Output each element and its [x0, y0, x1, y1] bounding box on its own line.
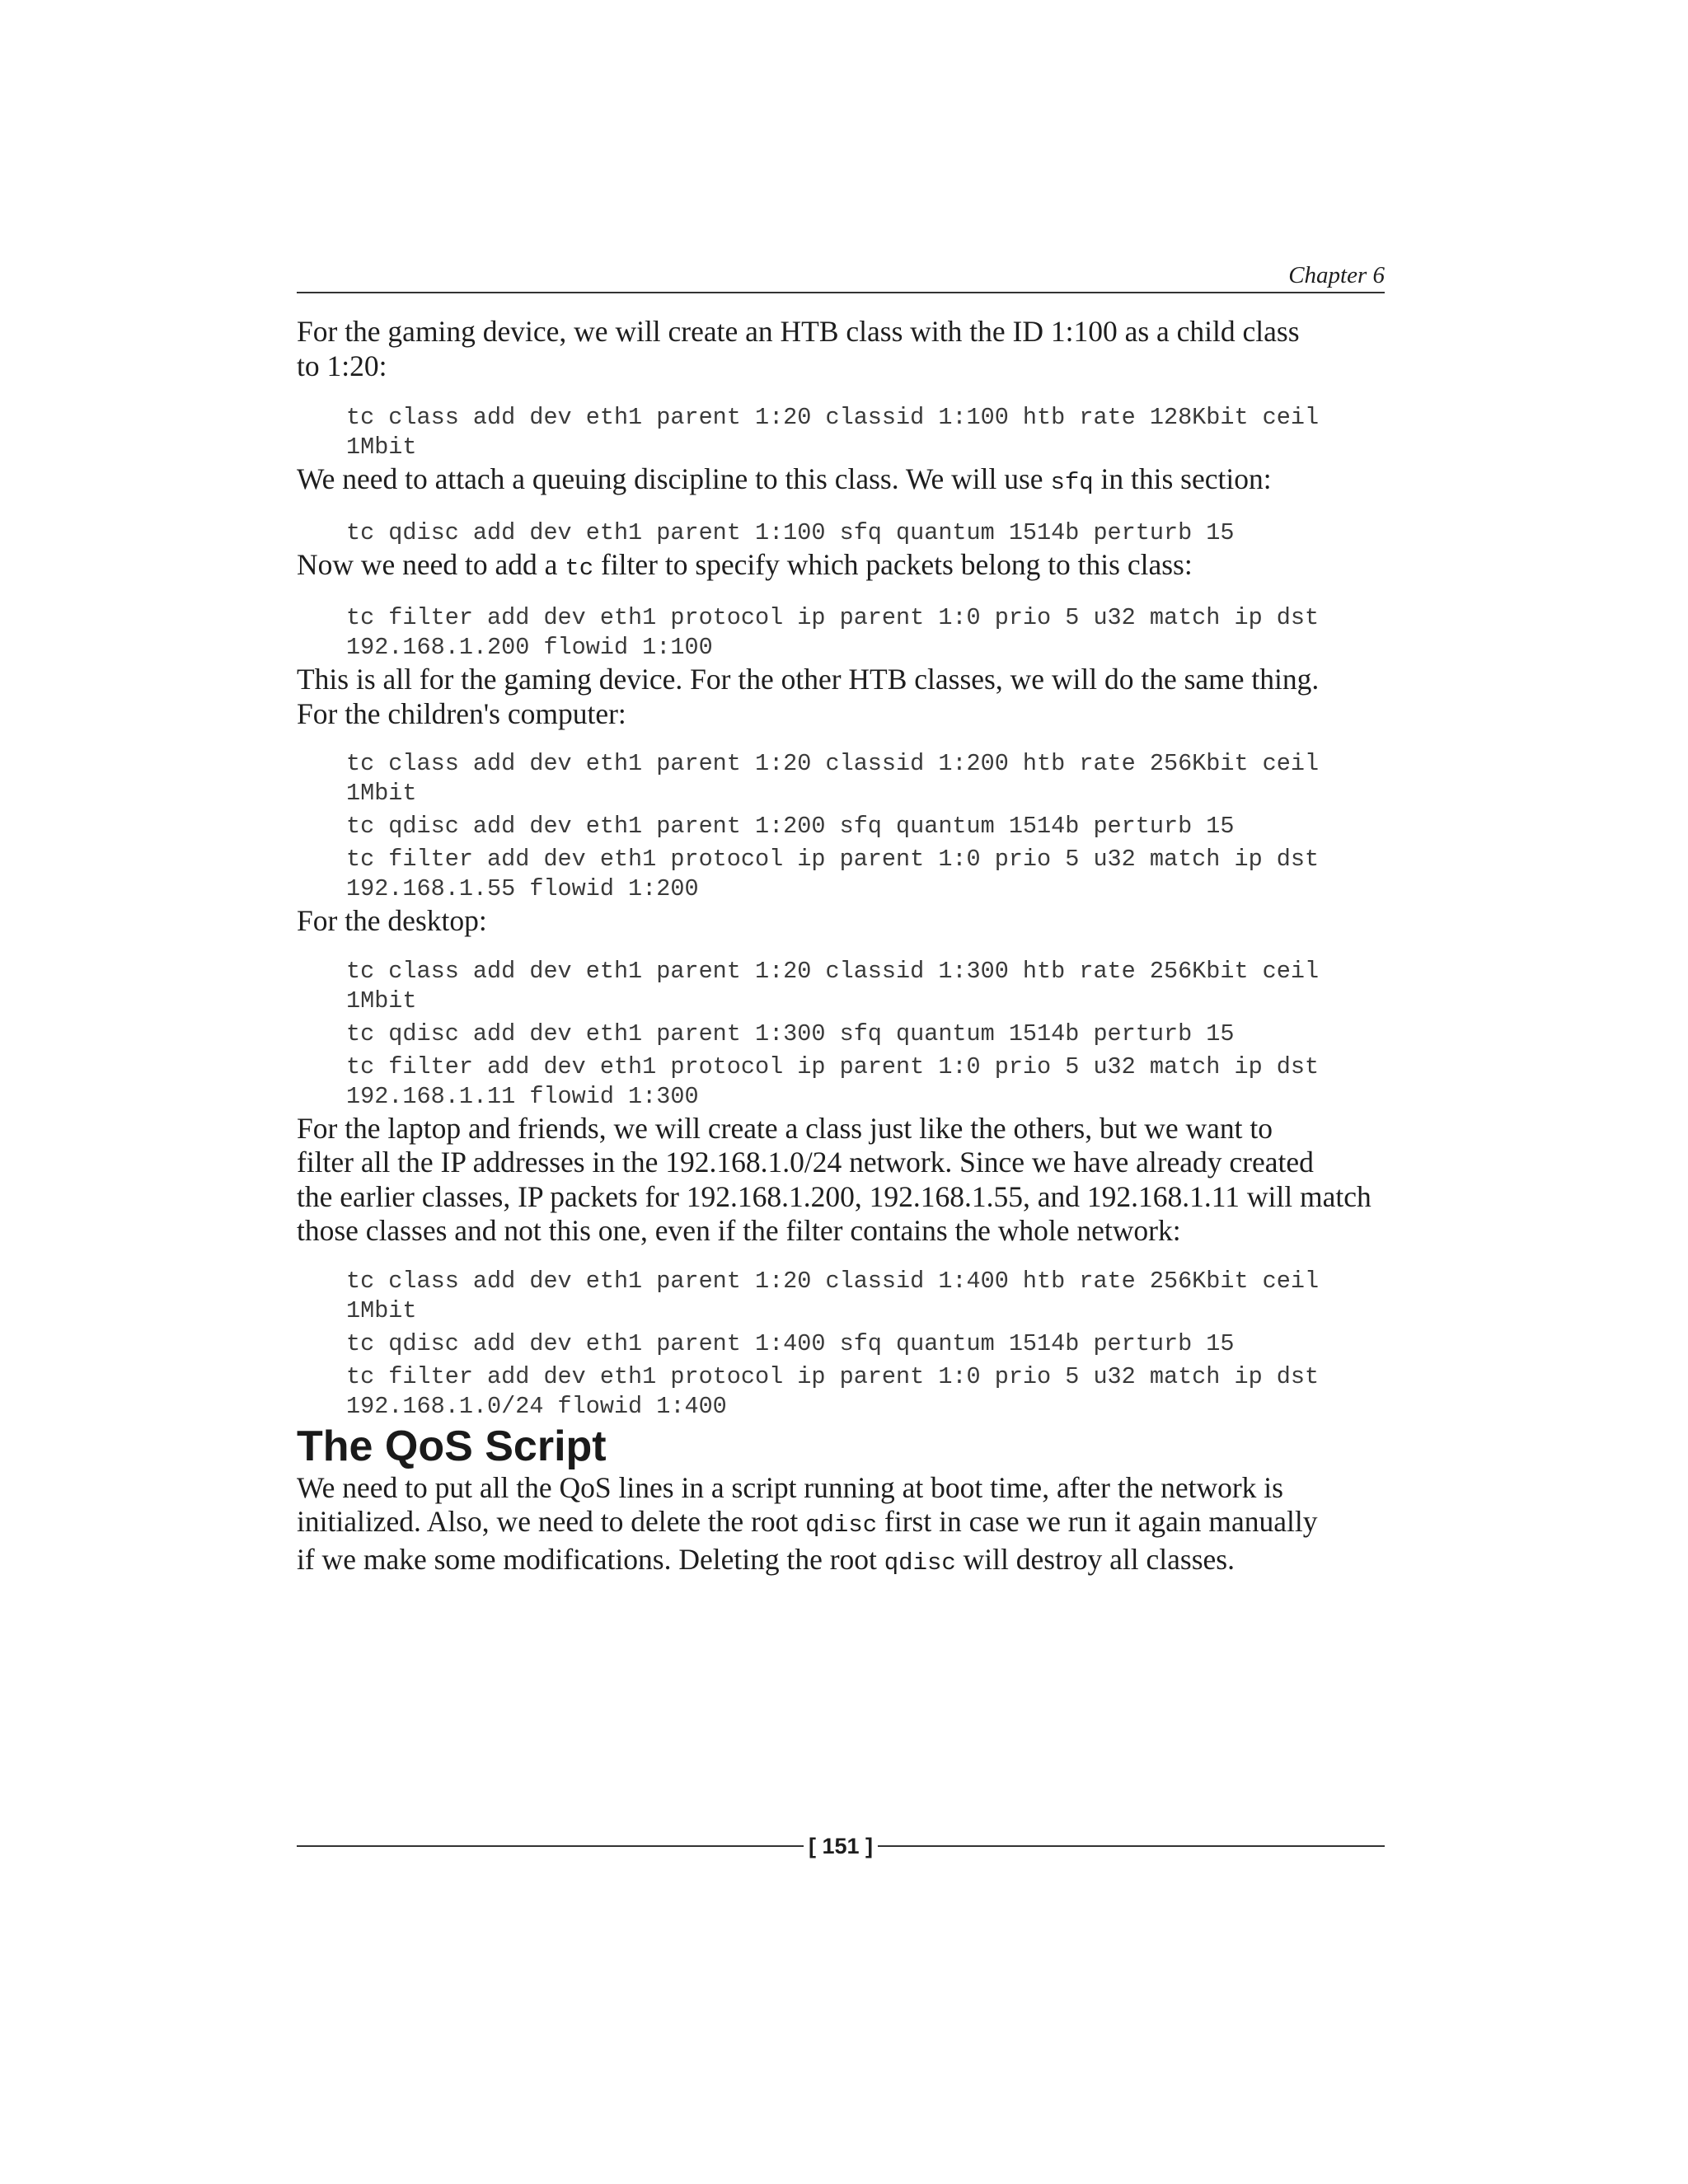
paragraph-gaming-intro	[297, 315, 1385, 383]
paragraph-laptop	[297, 1112, 1385, 1249]
code-line: tc qdisc add dev eth1 parent 1:400 sfq quantum 1514b perturb 15	[346, 1329, 1235, 1357]
inline-code: sfq	[1050, 469, 1094, 496]
text-line: the earlier classes, IP packets for 192.168.1.200, 192.168.1.55, and 192.168.1.11 will match	[297, 1179, 1372, 1213]
code-line: tc filter add dev eth1 protocol ip parent 1:0 prio 5 u32 match ip dst	[346, 604, 1320, 631]
header-rule	[297, 292, 1385, 293]
code-line: 192.168.1.11 flowid 1:300	[346, 1082, 699, 1110]
text-line: We need to put all the QoS lines in a script running at boot time, after the network is	[297, 1470, 1283, 1504]
code-block-laptop	[346, 1267, 1385, 1422]
text-run: will destroy all classes.	[955, 1542, 1235, 1576]
running-header: Chapter 6	[1288, 262, 1385, 288]
code-line: 1Mbit	[346, 987, 417, 1015]
code-block-desktop	[346, 957, 1385, 1112]
paragraph-qos-script	[297, 1471, 1385, 1581]
inline-code: tc	[565, 554, 594, 582]
code-line: tc class add dev eth1 parent 1:20 classid 1:300 htb rate 256Kbit ceil	[346, 957, 1320, 985]
footer-rule-right	[878, 1845, 1385, 1847]
code-line: 1Mbit	[346, 1296, 417, 1324]
page-footer	[297, 1831, 1385, 1861]
text-run: initialized. Also, we need to delete the root	[297, 1505, 806, 1538]
paragraph-children: For the children's computer:	[297, 696, 626, 730]
code-block-gaming-class	[346, 403, 1385, 462]
code-line: tc filter add dev eth1 protocol ip parent 1:0 prio 5 u32 match ip dst	[346, 1052, 1320, 1080]
text-line: those classes and not this one, even if the filter contains the whole network:	[297, 1214, 1181, 1247]
text-line: For the gaming device, we will create an HTB class with the ID 1:100 as a child class	[297, 315, 1300, 348]
text-run: first in case we run it again manually	[877, 1505, 1318, 1538]
code-block-children	[346, 749, 1385, 904]
code-line: tc qdisc add dev eth1 parent 1:100 sfq quantum 1514b perturb 15	[346, 518, 1235, 546]
paragraph-other-classes: This is all for the gaming device. For the other HTB classes, we will do the same thing.	[297, 663, 1320, 696]
code-line: tc qdisc add dev eth1 parent 1:300 sfq quantum 1514b perturb 15	[346, 1019, 1235, 1047]
code-line: tc class add dev eth1 parent 1:20 classid 1:400 htb rate 256Kbit ceil	[346, 1267, 1320, 1295]
code-block-gaming-qdisc	[346, 518, 1385, 548]
text-line: filter all the IP addresses in the 192.168.1.0/24 network. Since we have already created	[297, 1146, 1314, 1179]
code-line: 1Mbit	[346, 434, 417, 461]
paragraph-attach-qdisc	[297, 462, 1385, 500]
code-line: 192.168.1.55 flowid 1:200	[346, 875, 699, 902]
code-line: 192.168.1.200 flowid 1:100	[346, 634, 713, 661]
code-line: tc filter add dev eth1 protocol ip parent 1:0 prio 5 u32 match ip dst	[346, 846, 1320, 873]
book-page	[297, 0, 1385, 2184]
footer-rule-left	[297, 1845, 804, 1847]
code-block-gaming-filter	[346, 603, 1385, 663]
inline-code: qdisc	[884, 1549, 956, 1577]
paragraph-desktop: For the desktop:	[297, 904, 487, 937]
code-line: 192.168.1.0/24 flowid 1:400	[346, 1392, 727, 1420]
text-run: We need to attach a queuing discipline to this class. We will use	[297, 462, 1051, 495]
code-line: tc qdisc add dev eth1 parent 1:200 sfq quantum 1514b perturb 15	[346, 813, 1235, 840]
inline-code: qdisc	[805, 1511, 878, 1539]
text-run: if we make some modifications. Deleting the root	[297, 1542, 884, 1576]
text-line: to 1:20:	[297, 349, 387, 382]
code-line: 1Mbit	[346, 780, 417, 807]
text-run: Now we need to add a	[297, 547, 565, 581]
code-line: tc class add dev eth1 parent 1:20 classid 1:100 htb rate 128Kbit ceil	[346, 404, 1320, 431]
code-line: tc filter add dev eth1 protocol ip parent 1:0 prio 5 u32 match ip dst	[346, 1362, 1320, 1390]
section-heading: The QoS Script	[297, 1422, 607, 1470]
text-line: For the laptop and friends, we will create a class just like the others, but we want to	[297, 1111, 1273, 1145]
paragraph-add-filter	[297, 548, 1385, 586]
code-line: tc class add dev eth1 parent 1:20 classid 1:200 htb rate 256Kbit ceil	[346, 750, 1320, 777]
text-run: filter to specify which packets belong to this class:	[593, 547, 1193, 581]
text-run: in this section:	[1093, 462, 1272, 495]
page-body	[297, 315, 1385, 1580]
page-number: [ 151 ]	[808, 1833, 874, 1858]
